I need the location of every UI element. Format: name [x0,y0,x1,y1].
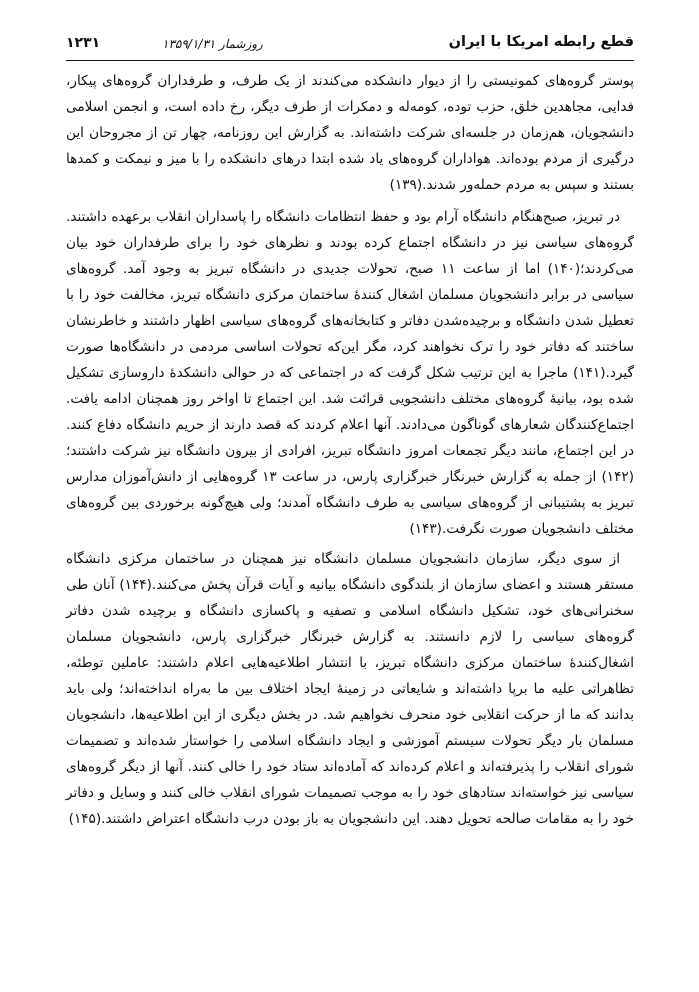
chronology-date: روزشمار ۱۳۵۹/۱/۳۱ [162,37,263,51]
book-title: قطع رابطه امریکا با ایران [448,34,634,50]
paragraph-3: از سوی دیگر، سازمان دانشجویان مسلمان دانشگاه نیز همچنان در ساختمان مرکزی دانشگاه مستقر هستند و اعضای سازمان از بلندگوی دانشگاه بیانیه و آیات قرآن پخش می‌کنند.(۱۴۴) آنان طی سخنرانی‌های خود، تشکیل دانشگاه اسلامی و تصفیه و پاکسازی دانشگاه و برچیده شدن دفاتر گروه‌های سیاسی را لازم دانستند. به گزارش خبرنگار خبرگزاری پارس، دانشجویان مسلمان اشغال‌کنندهٔ ساختمان مرکزی دانشگاه تبریز، با انتشار اطلاعیه‌هایی اعلام داشتند: عاملین توطئه، تظاهراتی علیه ما برپا داشته‌اند و شایعاتی در زمینهٔ ایجاد اختلاف بین ما به‌راه انداخته‌اند؛ ولی باید بدانند که ما از حرکت انقلابی خود منحرف نخواهیم شد. در بخش دیگری از این اطلاعیه‌ها، دانشجویان مسلمان بار دیگر تحولات سیستم آموزشی و ایجاد دانشگاه اسلامی را خواستار شده‌اند و تصمیمات شورای انقلاب را پذیرفته‌اند و اعلام کرده‌اند که آماده‌اند ستاد خود را خالی کنند. آنها از دیگر گروه‌های سیاسی نیز خواسته‌اند ستادهای خود را به موجب تصمیمات شورای انقلاب خالی کنند و وسایل و دفاتر خود را به مقامات صالحه تحویل دهند. این دانشجویان به باز بودن درب دانشگاه اعتراض داشتند.(۱۴۵) [66,551,634,827]
header-rule [66,60,634,61]
paragraph-1: پوستر گروه‌های کمونیستی را از دیوار دانشکده می‌کندند از یک طرف، و طرفداران گروه‌های پیکار، فدایی، مجاهدین خلق، حزب توده، کومه‌له و دمکرات از طرف دیگر، رخ داده است، و انجمن اسلامی دانشجویان، هم‌زمان در جلسه‌ای شرکت داشته‌اند. به گزارش این روزنامه، چهار تن از مجروحان این درگیری از مردم بوده‌اند. هواداران گروه‌های یاد شده ابتدا درهای دانشکده را با میز و نیمکت و کمدها بستند و سپس به مردم حمله‌ور شدند.(۱۳۹) [66,73,634,193]
page-number: ۱۲۳۱ [66,35,101,51]
page-body [66,68,634,832]
paragraph-2: در تبریز، صبح‌هنگام دانشگاه آرام بود و حفظ انتظامات دانشگاه را پاسداران انقلاب برعهده داشتند. گروه‌های سیاسی نیز در دانشگاه اجتماع کرده بودند و نظرهای خود را برای طرفداران خود بیان می‌کردند؛(۱۴۰) اما از ساعت ۱۱ صبح، تحولات جدیدی در دانشگاه تبریز به وجود آمد. گروه‌های سیاسی در برابر دانشجویان مسلمان اشغال کنندهٔ ساختمان مرکزی دانشگاه تبریز، مخالفت خود را با تعطیل شدن دانشگاه و برچیده‌شدن دفاتر و کتابخانه‌های گروه‌های سیاسی اظهار داشتند و خاطرنشان ساختند که دفاتر خود را ترک نخواهند کرد، مگر این‌که تحولات اساسی مردمی در دانشگاه‌ها صورت گیرد.(۱۴۱) ماجرا به این ترتیب شکل گرفت که در اجتماعی که در حوالی دانشکدهٔ داروسازی تشکیل شده بود، بیانیهٔ گروه‌های مختلف دانشجویی قرائت شد. این اجتماع تا اواخر روز همچنان ادامه یافت. اجتماع‌کنندگان شعارهای گوناگون می‌دادند. آنها اعلام کردند که قصد دارند از حریم دانشگاه دفاع کنند. در این اجتماع، مانند دیگر تجمعات امروز دانشگاه تبریز، افرادی از بیرون دانشگاه نیز شرکت داشتند؛(۱۴۲) از جمله به گزارش خبرنگار خبرگزاری پارس، در ساعت ۱۳ گروه‌هایی از دانش‌آموزان مدارس تبریز به پشتیبانی از گروه‌های سیاسی به طرف دانشگاه آمدند؛ ولی هیچ‌گونه برخوردی بین گروه‌های مختلف دانشجویان صورت نگرفت.(۱۴۳) [66,209,634,537]
running-header [66,30,634,60]
